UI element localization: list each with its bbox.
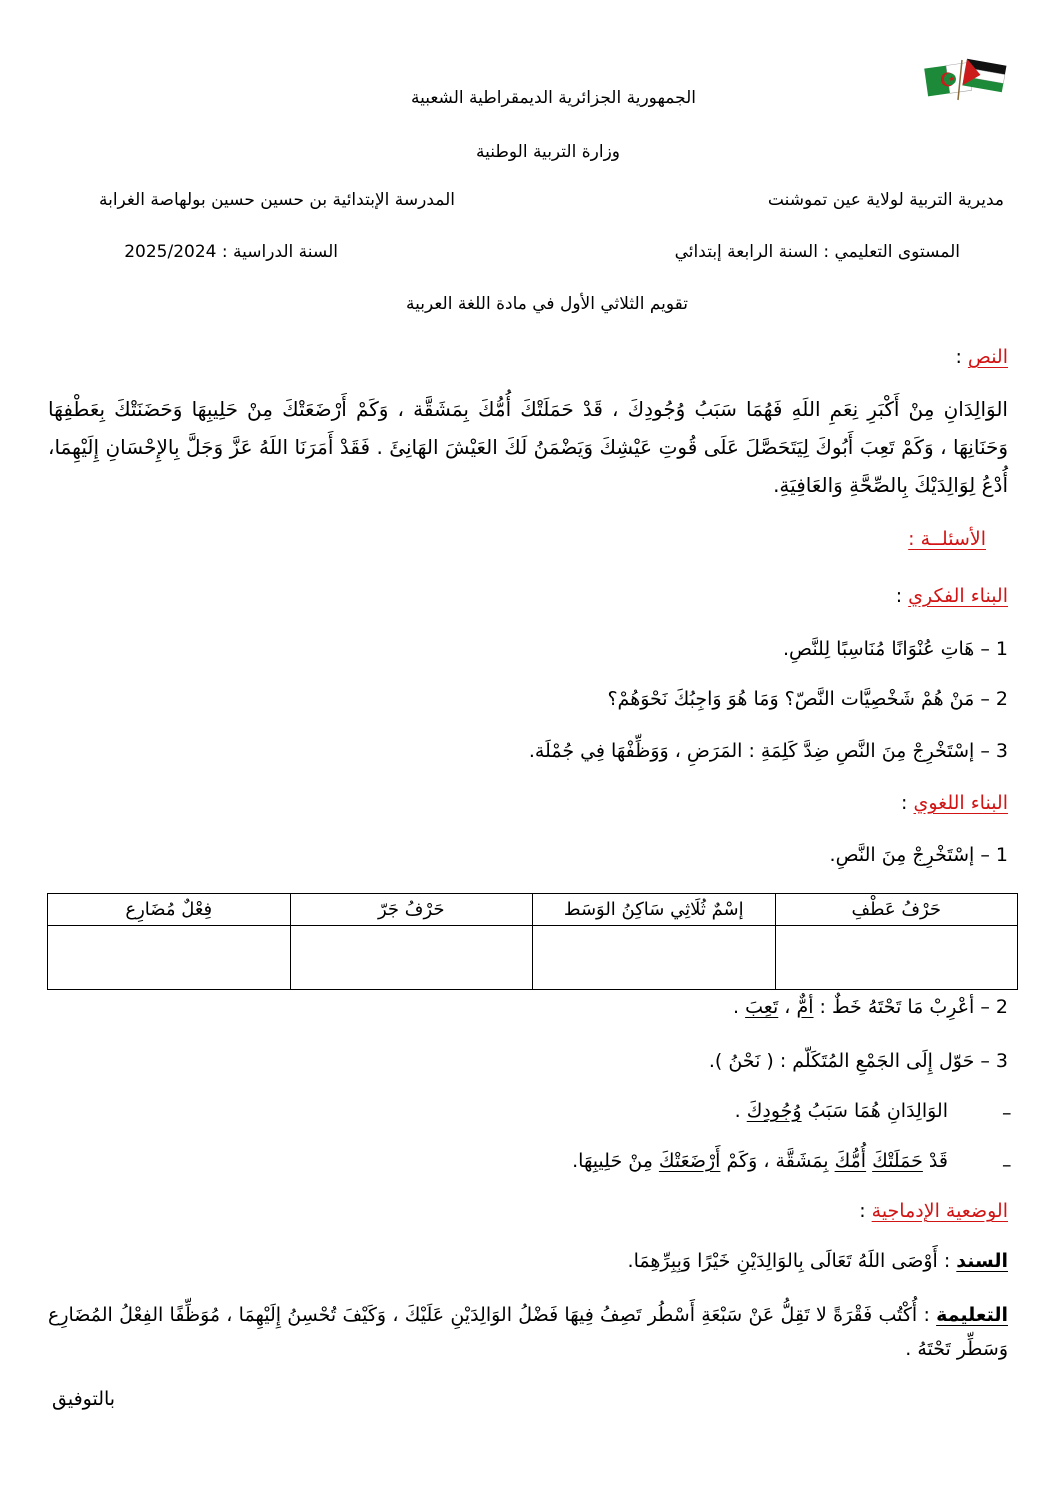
answer-cell[interactable] bbox=[775, 926, 1018, 990]
integration-heading: الوضعية الإدماجية : bbox=[859, 1200, 1008, 1222]
bullet-dash: – bbox=[1002, 1154, 1012, 1176]
sentence-2: قَدْ حَمَلَتْكَ أُمُّكَ بِمَشَقَّة ، وَكَمْ أَرْضَعَتْكَ مِنْ حَلِيبِهَا. bbox=[572, 1150, 948, 1172]
linguistic-q2: 2 – أعْرِبْ مَا تَحْتَهُ خَطٌ : أمٌّ ، تَعِبَ . bbox=[733, 996, 1008, 1018]
intellectual-q2: 2 – مَنْ هُمْ شَخْصِيَّات النَّصّ؟ وَمَا هُوَ وَاجِبُكَ نَحْوَهُمْ؟ bbox=[607, 688, 1008, 710]
table-header-cell: فِعْلٌ مُضَارِع bbox=[48, 894, 291, 926]
table-header-cell: إسْمٌ ثُلَاثِي سَاكِنُ الوَسَط bbox=[533, 894, 776, 926]
closing-text: بالتوفيق bbox=[52, 1388, 116, 1410]
bullet-dash: – bbox=[1002, 1102, 1012, 1124]
linguistic-q3: 3 – حَوّل إِلَى الجَمْعِ المُتَكَلّم : ( نَحْنُ ). bbox=[708, 1050, 1008, 1072]
table-header-cell: حَرْفُ جَرّ bbox=[290, 894, 533, 926]
instruction-text: التعليمة : أُكْتُب فَقْرَةً لا تَقِلُّ عَنْ سَبْعَةِ أَسْطُر تَصِفُ فِيهَا فَضْلُ الوَالِدَيْنِ عَلَيْكَ ، وَكَيْفَ تُحْسِنُ إِلَيْهِمَا ، مُوَظِّفًا الفِعْلُ المُضَارِع وَسَطِّر تَحْتَهُ . bbox=[48, 1304, 1008, 1360]
ministry-title: وزارة التربية الوطنية bbox=[475, 142, 620, 162]
level: المستوى التعليمي : السنة الرابعة إبتدائي bbox=[674, 242, 960, 262]
table-answer-row bbox=[48, 926, 1018, 990]
linguistic-q1: 1 – إسْتَخْرِجْ مِنَ النَّصِ. bbox=[829, 844, 1008, 866]
sentence-1: الوَالِدَانِ هُمَا سَبَبُ وُجُودِكَ . bbox=[734, 1100, 948, 1122]
answer-cell[interactable] bbox=[533, 926, 776, 990]
text-heading: النص : bbox=[955, 346, 1008, 368]
school-name: المدرسة الإبتدائية بن حسين حسين بولهاصة الغرابة bbox=[98, 190, 455, 210]
directorate: مديرية التربية لولاية عين تموشنت bbox=[767, 190, 1004, 210]
linguistic-heading: البناء اللغوي : bbox=[901, 792, 1008, 814]
school-year: السنة الدراسية : 2025/2024 bbox=[124, 242, 338, 262]
support-text: السند : أَوْصَى اللَهُ تَعَالَى بِالوَالِدَيْنِ خَيْرًا وَبِبِرِّهِمَا. bbox=[627, 1250, 1008, 1272]
table-header-row bbox=[48, 894, 1018, 926]
exam-title: تقويم الثلاثي الأول في مادة اللغة العربية bbox=[405, 294, 688, 314]
answer-cell[interactable] bbox=[290, 926, 533, 990]
intellectual-q3: 3 – إسْتَخْرِجْ مِنَ النَّصِ ضِدَّ كَلِمَةِ : المَرَضِ ، وَوَظِّفْهَا فِي جُمْلَة. bbox=[528, 740, 1008, 762]
questions-heading: الأسئلــة : bbox=[908, 528, 986, 550]
answer-cell[interactable] bbox=[48, 926, 291, 990]
republic-title: الجمهورية الجزائرية الديمقراطية الشعبية bbox=[410, 88, 696, 108]
extraction-table bbox=[47, 893, 1018, 990]
table-header-cell: حَرْفُ عَطْفِ bbox=[775, 894, 1018, 926]
flags-icon bbox=[922, 56, 1008, 102]
text-paragraph: الوَالِدَانِ مِنْ أَكْبَرِ نِعَمِ اللَهِ فَهُمَا سَبَبُ وُجُودِكَ ، قَدْ حَمَلَتْكَ أُمُّكَ بِمَشَقَّة ، وَكَمْ أَرْضَعَتْكَ مِنْ حَلِيبِهَا وَحَضَنَتْكَ بِعَطْفِهَا وَحَنَانِهَا ، وَكَمْ تَعِبَ أَبُوكَ لِيَتَحَصَّلَ عَلَى قُوتِ عَيْشِكَ وَيَضْمَنُ لَكَ العَيْشَ الهَانِئَ . فَقَدْ أَمَرَنَا اللَهُ عَزَّ وَجَلَّ بِالإِحْسَانِ إِلَيْهِمَا، أُدْعُ لِوَالِدَيْكَ بِالصِّحَّةِ وَالعَافِيَةِ. bbox=[48, 397, 1008, 497]
intellectual-heading: البناء الفكري : bbox=[895, 585, 1008, 607]
intellectual-q1: 1 – هَاتِ عُنْوَانًا مُنَاسِبًا لِلنَّصِ. bbox=[783, 638, 1008, 660]
